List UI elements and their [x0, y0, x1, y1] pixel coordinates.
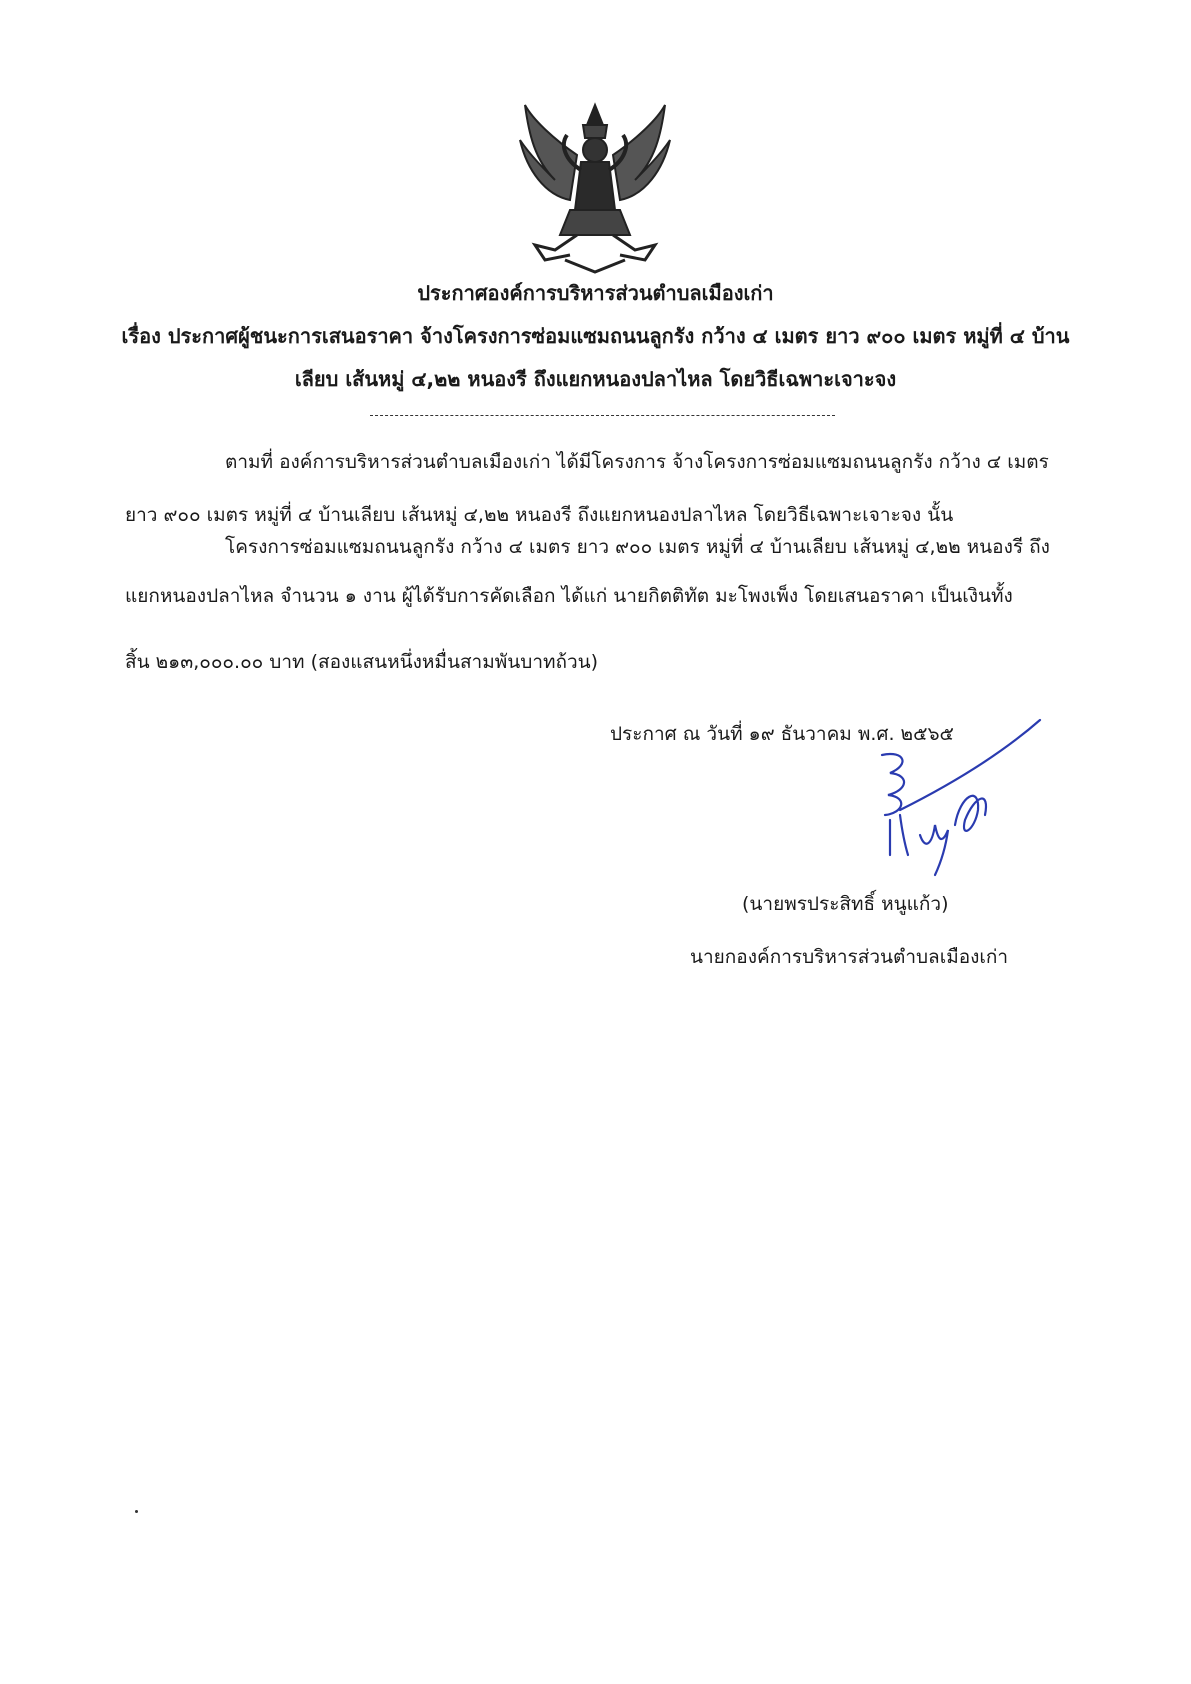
- paragraph-2-line-2: แยกหนองปลาไหล จำนวน ๑ งาน ผู้ได้รับการคัดเลือก ได้แก่ นายกิตติทัต มะโพงเพ็ง โดยเสนอราคา เป็นเงินทั้ง: [125, 585, 1013, 607]
- signer-title: นายกองค์การบริหารส่วนตำบลเมืองเก่า: [690, 946, 1009, 968]
- paragraph-2-line-3: สิ้น ๒๑๓,๐๐๐.๐๐ บาท (สองแสนหนึ่งหมื่นสามพันบาทถ้วน): [125, 651, 599, 673]
- paragraph-1-line-1: ตามที่ องค์การบริหารส่วนตำบลเมืองเก่า ได้มีโครงการ จ้างโครงการซ่อมแซมถนนลูกรัง กว้าง ๔ เมตร: [225, 451, 1049, 473]
- announcement-date: ประกาศ ณ วันที่ ๑๙ ธันวาคม พ.ศ. ๒๕๖๕: [610, 723, 954, 745]
- scan-speck: [135, 1510, 138, 1513]
- signer-name: (นายพรประสิทธิ์ หนูแก้ว): [742, 893, 949, 915]
- garuda-emblem-icon: [515, 100, 675, 275]
- paragraph-2-line-1: โครงการซ่อมแซมถนนลูกรัง กว้าง ๔ เมตร ยาว ๙๐๐ เมตร หมู่ที่ ๔ บ้านเลียบ เส้นหมู่ ๔,๒๒ หนองรี ถึง: [225, 536, 1050, 558]
- agency-heading: ประกาศองค์การบริหารส่วนตำบลเมืองเก่า: [417, 281, 774, 305]
- subject-line-1: เรื่อง ประกาศผู้ชนะการเสนอราคา จ้างโครงการซ่อมแซมถนนลูกรัง กว้าง ๔ เมตร ยาว ๙๐๐ เมตร หมู่ที่ ๔ บ้าน: [121, 324, 1070, 348]
- signature-icon: [860, 715, 1060, 895]
- heading-divider: [370, 415, 835, 416]
- paragraph-1-line-2: ยาว ๙๐๐ เมตร หมู่ที่ ๔ บ้านเลียบ เส้นหมู่ ๔,๒๒ หนองรี ถึงแยกหนองปลาไหล โดยวิธีเฉพาะเจาะจง นั้น: [125, 504, 954, 526]
- subject-line-2: เลียบ เส้นหมู่ ๔,๒๒ หนองรี ถึงแยกหนองปลาไหล โดยวิธีเฉพาะเจาะจง: [294, 367, 897, 391]
